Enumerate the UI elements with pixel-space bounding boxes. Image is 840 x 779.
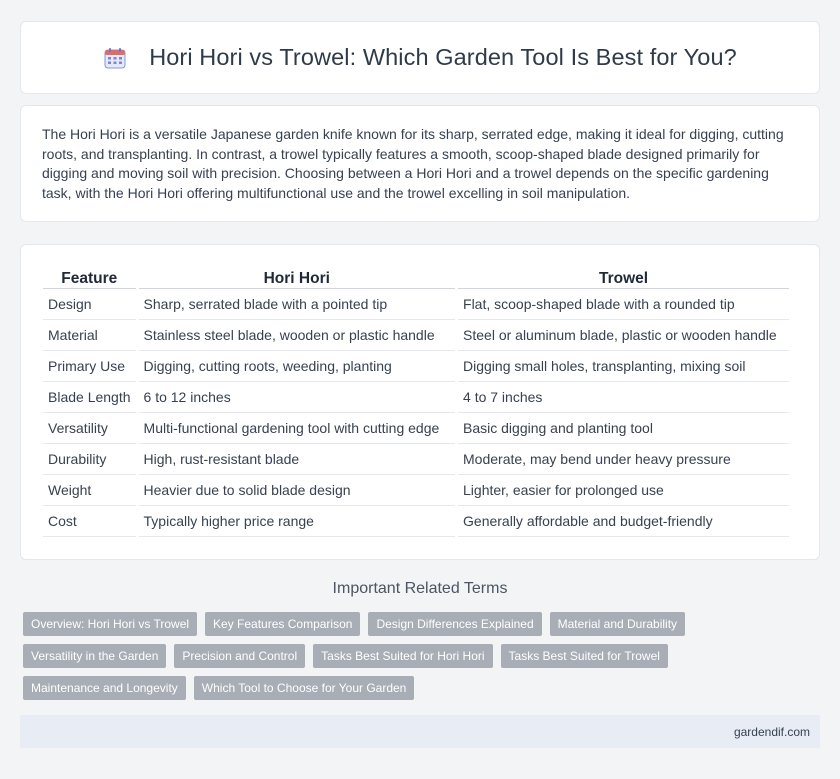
hori-hori-cell: High, rust-resistant blade xyxy=(139,444,455,475)
tag-link[interactable]: Precision and Control xyxy=(174,644,305,668)
comparison-card xyxy=(20,244,820,560)
table-row xyxy=(43,382,789,413)
tag-link[interactable]: Material and Durability xyxy=(550,612,685,636)
hori-hori-cell: Heavier due to solid blade design xyxy=(139,475,455,506)
header-hori-hori: Hori Hori xyxy=(139,267,455,289)
table-row xyxy=(43,320,789,351)
table-row xyxy=(43,413,789,444)
tag-link[interactable]: Tasks Best Suited for Hori Hori xyxy=(313,644,492,668)
tag-link[interactable]: Which Tool to Choose for Your Garden xyxy=(194,676,415,700)
related-terms-tags xyxy=(23,612,723,708)
tag-row xyxy=(23,676,723,700)
table-row xyxy=(43,351,789,382)
calendar-icon xyxy=(103,46,127,70)
header-card xyxy=(20,21,820,94)
trowel-cell: Flat, scoop-shaped blade with a rounded tip xyxy=(458,289,789,320)
intro-card xyxy=(20,105,820,222)
tag-row xyxy=(23,612,723,636)
tag-link[interactable]: Key Features Comparison xyxy=(205,612,360,636)
hori-hori-cell: Stainless steel blade, wooden or plastic handle xyxy=(139,320,455,351)
feature-cell: Primary Use xyxy=(43,351,136,382)
feature-cell: Material xyxy=(43,320,136,351)
intro-paragraph: The Hori Hori is a versatile Japanese garden knife known for its sharp, serrated edge, making it ideal for digging, cutting roots, and transplanting. In contrast, a trowel typically features a smooth, scoop-shaped blade designed primarily for digging and moving soil with precision. Choosing between a Hori Hori and a trowel depends on the specific gardening task, with the Hori Hori offering multifunctional use and the trowel excelling in soil manipulation. xyxy=(42,126,784,201)
comparison-table xyxy=(40,267,792,537)
header-trowel: Trowel xyxy=(458,267,789,289)
tag-row xyxy=(23,644,723,668)
hori-hori-cell: Digging, cutting roots, weeding, planting xyxy=(139,351,455,382)
trowel-cell: 4 to 7 inches xyxy=(458,382,789,413)
hori-hori-cell: Multi-functional gardening tool with cutting edge xyxy=(139,413,455,444)
tag-link[interactable]: Design Differences Explained xyxy=(368,612,541,636)
header-feature: Feature xyxy=(43,267,136,289)
tag-link[interactable]: Tasks Best Suited for Trowel xyxy=(501,644,668,668)
trowel-cell: Generally affordable and budget-friendly xyxy=(458,506,789,537)
tag-link[interactable]: Overview: Hori Hori vs Trowel xyxy=(23,612,197,636)
tag-link[interactable]: Versatility in the Garden xyxy=(23,644,166,668)
footer-site[interactable]: gardendif.com xyxy=(733,724,810,739)
feature-cell: Design xyxy=(43,289,136,320)
hori-hori-cell: Typically higher price range xyxy=(139,506,455,537)
feature-cell: Durability xyxy=(43,444,136,475)
footer xyxy=(20,715,820,748)
trowel-cell: Steel or aluminum blade, plastic or wooden handle xyxy=(458,320,789,351)
tag-link[interactable]: Maintenance and Longevity xyxy=(23,676,186,700)
table-header-row xyxy=(43,267,789,289)
feature-cell: Blade Length xyxy=(43,382,136,413)
feature-cell: Versatility xyxy=(43,413,136,444)
table-row xyxy=(43,444,789,475)
feature-cell: Weight xyxy=(43,475,136,506)
table-row xyxy=(43,289,789,320)
feature-cell: Cost xyxy=(43,506,136,537)
hori-hori-cell: Sharp, serrated blade with a pointed tip xyxy=(139,289,455,320)
trowel-cell: Moderate, may bend under heavy pressure xyxy=(458,444,789,475)
related-terms-title: Important Related Terms xyxy=(332,580,508,597)
hori-hori-cell: 6 to 12 inches xyxy=(139,382,455,413)
page-title: Hori Hori vs Trowel: Which Garden Tool Is Best for You? xyxy=(149,44,737,70)
trowel-cell: Digging small holes, transplanting, mixing soil xyxy=(458,351,789,382)
table-row xyxy=(43,475,789,506)
trowel-cell: Lighter, easier for prolonged use xyxy=(458,475,789,506)
table-row xyxy=(43,506,789,537)
trowel-cell: Basic digging and planting tool xyxy=(458,413,789,444)
